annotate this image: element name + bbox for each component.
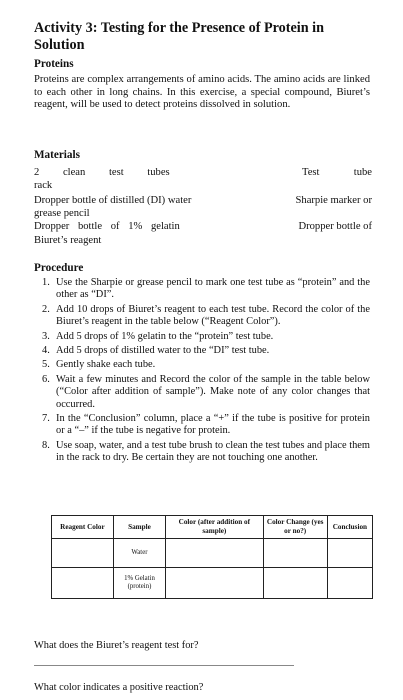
question-biuret-test: What does the Biuret’s reagent test for? <box>34 640 199 651</box>
cell-sample-gelatin: 1% Gelatin (protein) <box>113 568 165 599</box>
material-dropper-bottle: Dropper bottle of <box>298 221 372 232</box>
results-table <box>51 515 373 599</box>
procedure-step: 3. Add 5 drops of 1% gelatin to the “protein” test tube. <box>42 330 274 342</box>
cell-color-after-water[interactable] <box>166 539 263 568</box>
material-grease-pencil: grease pencil <box>34 208 90 219</box>
material-distilled-water: Dropper bottle of distilled (DI) water <box>34 195 192 206</box>
materials-heading: Materials <box>34 149 80 161</box>
header-color-change: Color Change (yes or no?) <box>263 516 327 539</box>
header-reagent-color: Reagent Color <box>52 516 114 539</box>
procedure-heading: Procedure <box>34 262 84 274</box>
procedure-step: 1. Use the Sharpie or grease pencil to mark one test tube as “protein” and the other as “DI”. <box>42 277 370 301</box>
proteins-paragraph: Proteins are complex arrangements of amino acids. The amino acids are linked to each other in long chains. In this exercise, a special compound, Biuret’s reagent, will be used to detect proteins dissolved in solution. <box>34 74 370 111</box>
cell-reagent-color-gelatin[interactable] <box>52 568 114 599</box>
table-row <box>52 539 373 568</box>
material-test-tube: Test tube <box>302 167 372 178</box>
cell-reagent-color-water[interactable] <box>52 539 114 568</box>
header-conclusion: Conclusion <box>327 516 372 539</box>
cell-conclusion-water[interactable] <box>327 539 372 568</box>
cell-color-after-gelatin[interactable] <box>166 568 263 599</box>
cell-conclusion-gelatin[interactable] <box>327 568 372 599</box>
proteins-heading: Proteins <box>34 58 74 70</box>
activity-title: Activity 3: Testing for the Presence of Protein in Solution <box>34 20 325 53</box>
material-biuret-reagent: Biuret’s reagent <box>34 235 102 246</box>
procedure-steps <box>42 277 370 467</box>
cell-color-change-gelatin[interactable] <box>263 568 327 599</box>
header-color-after: Color (after addition of sample) <box>166 516 263 539</box>
table-row <box>52 568 373 599</box>
cell-sample-water: Water <box>113 539 165 568</box>
table-header-row <box>52 516 373 539</box>
answer-line[interactable] <box>34 665 294 666</box>
procedure-step: 8. Use soap, water, and a test tube brush to clean the test tubes and place them in the rack to dry. Be certain they are not touching one another. <box>42 439 370 464</box>
cell-color-change-water[interactable] <box>263 539 327 568</box>
header-sample: Sample <box>113 516 165 539</box>
question-positive-color: What color indicates a positive reaction? <box>34 682 204 693</box>
procedure-step: 6. Wait a few minutes and Record the color of the sample in the table below (“Color after addition of sample”). Make note of any color changes that occurred. <box>42 373 370 410</box>
material-test-tubes-rack: 2 clean test tubes rack <box>34 167 170 191</box>
procedure-step: 4. Add 5 drops of distilled water to the “DI” test tube. <box>42 345 270 357</box>
procedure-step: 2. Add 10 drops of Biuret’s reagent to each test tube. Record the color of the Biuret’s reagent in the table below (“Reagent Color”). <box>42 303 370 328</box>
material-sharpie-marker: Sharpie marker or <box>295 195 372 206</box>
procedure-step: 5. Gently shake each tube. <box>42 359 156 371</box>
material-gelatin: Dropper bottle of 1% gelatin <box>34 221 180 232</box>
procedure-step: 7. In the “Conclusion” column, place a “+” if the tube is positive for protein or a “–” if the tube is negative for protein. <box>42 413 370 437</box>
